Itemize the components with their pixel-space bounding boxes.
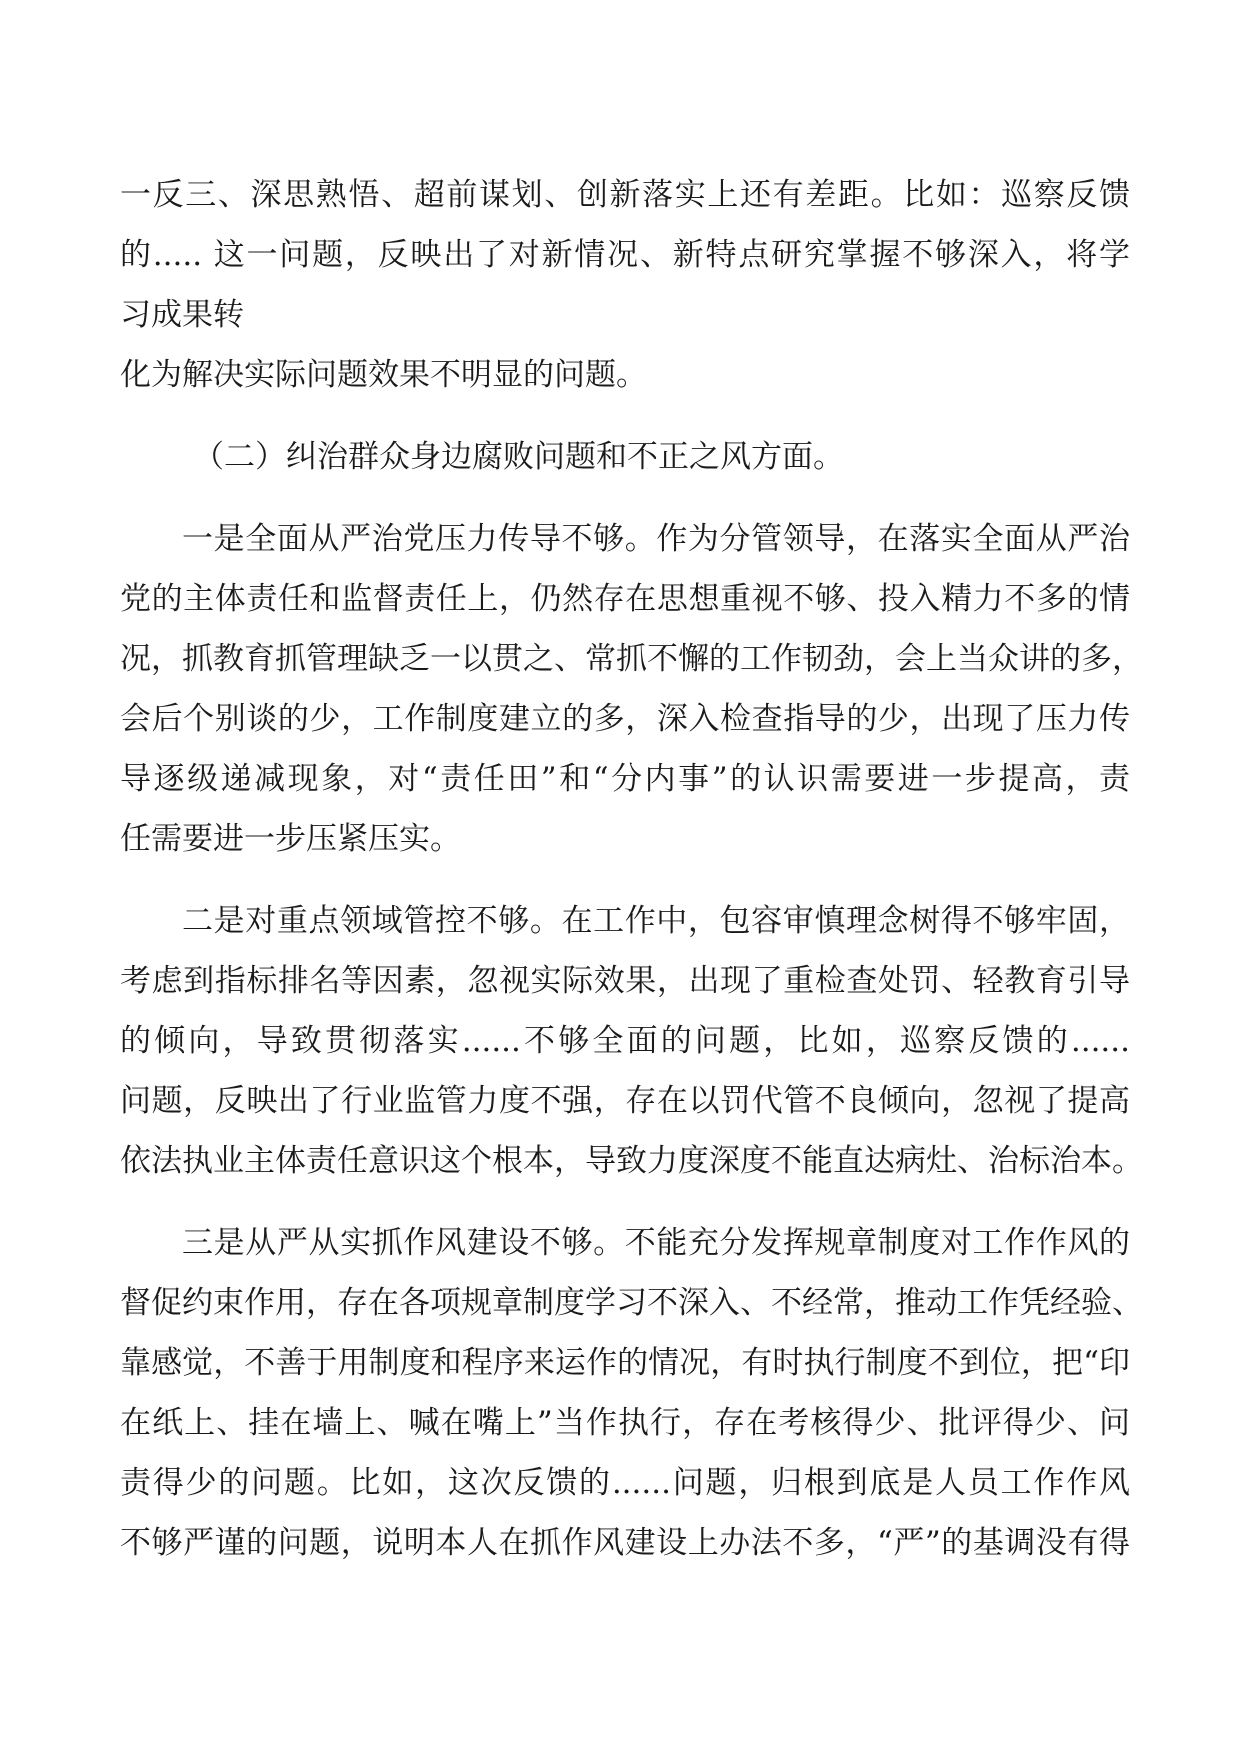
text-line: 习成果转 [120,297,244,333]
text-line: 问题，反映出了行业监管力度不强，存在以罚代管不良倾向，忽视了提高 [120,1083,1130,1119]
text-line: 一反三、深思熟悟、超前谋划、创新落实上还有差距。比如：巡察反馈 [120,177,1130,213]
text-line: 的..... 这一问题，反映出了对新情况、新特点研究掌握不够深入，将学 [120,237,1130,273]
text-line: 的倾向，导致贯彻落实......不够全面的问题，比如，巡察反馈的...... [120,1023,1130,1059]
paragraph-continuation [120,165,1130,405]
text-line: 二是对重点领域管控不够。在工作中，包容审慎理念树得不够牢固， [182,903,1130,939]
text-line: 督促约束作用，存在各项规章制度学习不深入、不经常，推动工作凭经验、 [120,1285,1143,1321]
text-line: 依法执业主体责任意识这个根本，导致力度深度不能直达病灶、治标治本。 [120,1143,1143,1179]
text-line: 况，抓教育抓管理缺乏一以贯之、常抓不懈的工作韧劲，会上当众讲的多， [120,641,1143,677]
text-line: 化为解决实际问题效果不明显的问题。 [120,357,647,393]
text-line: 会后个别谈的少，工作制度建立的多，深入检查指导的少，出现了压力传 [120,701,1130,737]
text-line: 导逐级递减现象，对“责任田”和“分内事”的认识需要进一步提高，责 [120,761,1130,797]
text-line: 不够严谨的问题，说明本人在抓作风建设上办法不多，“严”的基调没有得 [120,1525,1130,1561]
paragraph-three [120,1213,1143,1573]
text-line: 靠感觉，不善于用制度和程序来运作的情况，有时执行制度不到位，把“印 [120,1345,1130,1381]
text-line: 一是全面从严治党压力传导不够。作为分管领导，在落实全面从严治 [182,521,1130,557]
text-line: 党的主体责任和监督责任上，仍然存在思想重视不够、投入精力不多的情 [120,581,1130,617]
text-line: 任需要进一步压紧压实。 [120,821,461,857]
text-line: 责得少的问题。比如，这次反馈的......问题，归根到底是人员工作作风 [120,1465,1130,1501]
paragraph-two [120,891,1143,1191]
section-heading [120,427,1130,487]
text-line: 在纸上、挂在墙上、喊在嘴上”当作执行，存在考核得少、批评得少、问 [120,1405,1130,1441]
heading-line: （二）纠治群众身边腐败问题和不正之风方面。 [193,439,844,475]
text-line: 三是从严从实抓作风建设不够。不能充分发挥规章制度对工作作风的 [182,1225,1130,1261]
paragraph-one [120,509,1143,869]
document-page [120,165,1143,1573]
text-line: 考虑到指标排名等因素，忽视实际效果，出现了重检查处罚、轻教育引导 [120,963,1130,999]
